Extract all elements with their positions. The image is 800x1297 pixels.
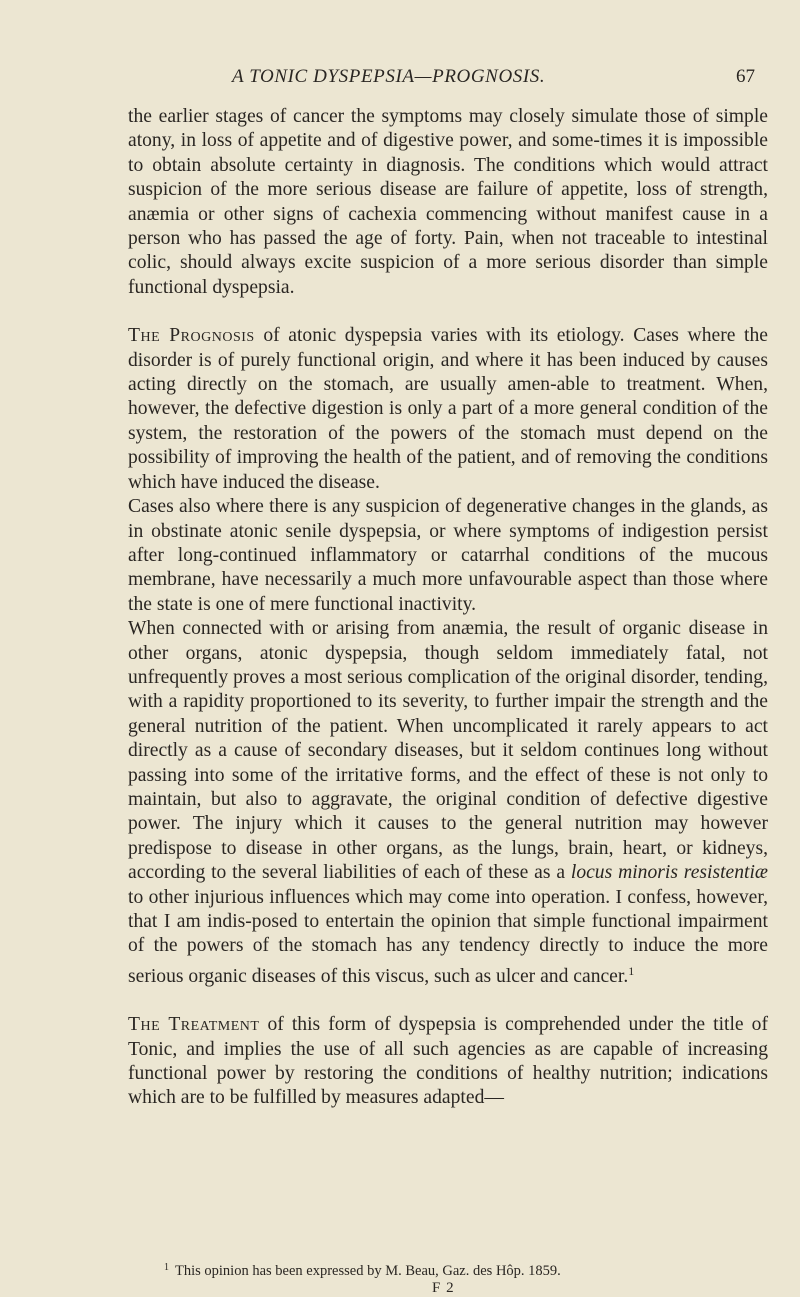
body-text bbox=[128, 105, 768, 1111]
footnote-ref: 1 bbox=[628, 963, 635, 978]
prognosis-heading: The Prognosis bbox=[128, 325, 255, 347]
latin-phrase: locus minoris resistentiæ bbox=[570, 862, 768, 884]
footnote-text: This opinion has been expressed by M. Beau, Gaz. des Hôp. 1859. bbox=[175, 1263, 561, 1279]
paragraph-anaemia bbox=[128, 617, 768, 989]
anaemia-text-b: to other injurious influences which may come into operation. I confess, however, that I am indis-posed to entertain the opinion that simple functional impairment of the powers of the stomach has any tendency directly to induce the more serious organic diseases of this viscus, such as ulcer and cancer. bbox=[128, 886, 768, 987]
paragraph-treatment bbox=[128, 1013, 768, 1111]
prognosis-text: of atonic dyspepsia varies with its etiology. Cases where the disorder is of purely functional origin, and where it has been induced by causes acting directly on the stomach, are usually amen-able to treatment. When, however, the defective digestion is only a part of a more general condition of the system, the restoration of the powers of the stomach must depend on the possibility of improving the health of the patient, and of removing the conditions which have induced the disease. bbox=[128, 325, 768, 493]
anaemia-text-a: When connected with or arising from anæmia, the result of organic disease in other organs, atonic dyspepsia, though seldom immediately fatal, not unfrequently proves a most serious complication of the original disorder, tending, with a rapidity proportioned to its severity, to further impair the strength and the general nutrition of the patient. When uncomplicated it rarely appears to act directly as a cause of secondary diseases, but it seldom continues long without passing into some of the irritative forms, and the effect of these is not only to maintain, but also to aggravate, the original condition of defective digestive power. The injury which it causes to the general nutrition may however predispose to disease in other organs, as the lungs, brain, heart, or kidneys, according to the several liabilities of each of these as a bbox=[128, 618, 768, 884]
footnote bbox=[164, 1259, 561, 1280]
treatment-heading: The Treatment bbox=[128, 1014, 260, 1036]
paragraph-cancer-simulation: the earlier stages of cancer the symptoms may closely simulate those of simple atony, in loss of appetite and of digestive power, and some-times it is impossible to obtain absolute certainty in diagnosis. The conditions which would attract suspicion of the more serious disease are failure of appetite, loss of strength, anæmia or other signs of cachexia commencing without manifest cause in a person who has passed the age of forty. Pain, when not traceable to intestinal colic, should always excite suspicion of a more serious disorder than simple functional dyspepsia. bbox=[128, 106, 768, 298]
paragraph-prognosis bbox=[128, 324, 768, 495]
treatment-text: of this form of dyspepsia is comprehended under the title of Tonic, and implies the use of all such agencies as are capable of increasing functional power by restoring the conditions of healthy nutrition; indications which are to be fulfilled by measures adapted— bbox=[128, 1014, 768, 1109]
page-number: 67 bbox=[736, 66, 755, 87]
page-header bbox=[0, 66, 800, 90]
signature-mark: F 2 bbox=[432, 1280, 455, 1296]
paragraph-degenerative: Cases also where there is any suspicion of degenerative changes in the glands, as in obstinate atonic senile dyspepsia, or where symptoms of indigestion persist after long-continued inflammatory or catarrhal conditions of the mucous membrane, have necessarily a much more unfavourable aspect than those where the state is one of mere functional inactivity. bbox=[128, 496, 768, 615]
footnote-mark: 1 bbox=[164, 1262, 169, 1273]
running-head: A TONIC DYSPEPSIA—PROGNOSIS. bbox=[232, 66, 546, 87]
